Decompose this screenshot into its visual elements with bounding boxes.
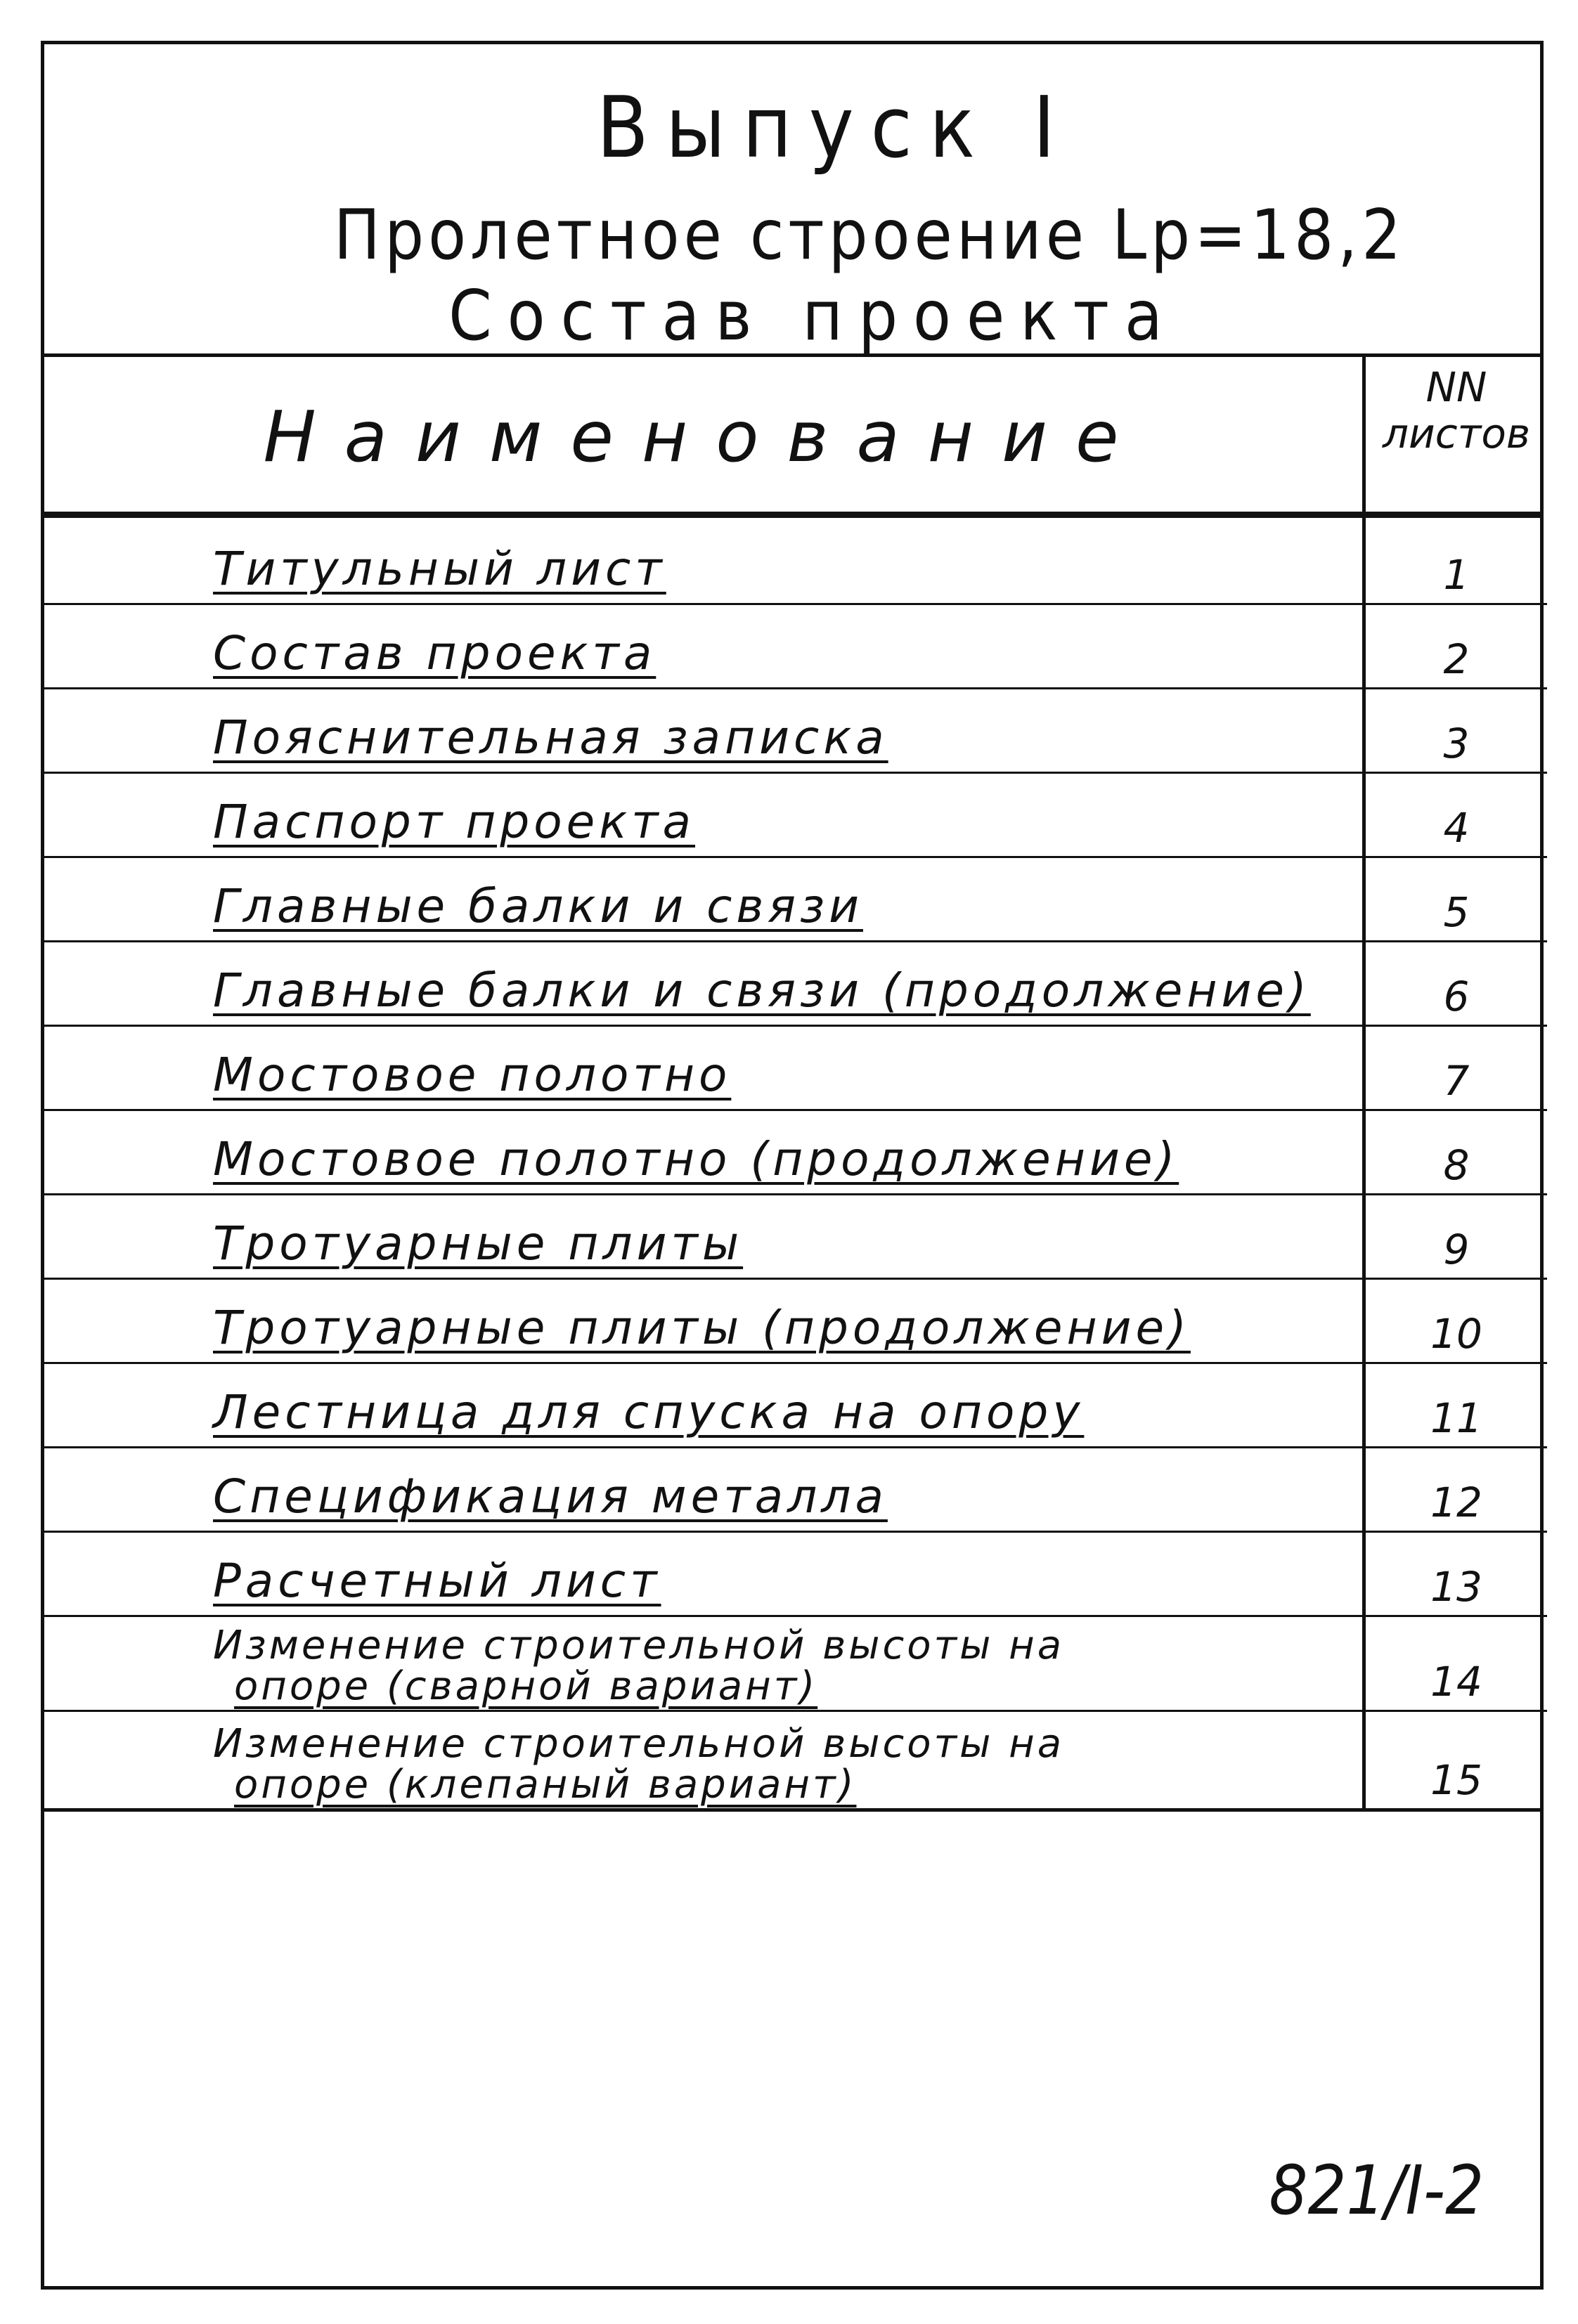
column-header-sheets xyxy=(1366,364,1547,457)
sheet-name-line: Лестница для спуска на опору xyxy=(213,1385,1085,1439)
sheet-name xyxy=(213,710,888,765)
sheet-number: 7 xyxy=(1443,1057,1470,1105)
table-row xyxy=(44,1109,1540,1193)
sheet-name xyxy=(213,1132,1179,1186)
table-row xyxy=(44,687,1540,772)
sheet-name-line: Изменение строительной высоты на xyxy=(213,1721,1065,1767)
sheet-name xyxy=(213,795,695,849)
table-row xyxy=(44,1362,1540,1446)
sheet-name xyxy=(213,1216,743,1271)
table-row xyxy=(44,1025,1540,1109)
table-row xyxy=(44,1531,1540,1615)
table-row xyxy=(44,1193,1540,1278)
sheet-number: 15 xyxy=(1430,1756,1482,1804)
sheet-name-line: Тротуарные плиты xyxy=(213,1216,744,1271)
sheet-name-line: Главные балки и связи xyxy=(213,879,863,933)
table-bottom-line xyxy=(44,1808,1540,1812)
sheet-number: 12 xyxy=(1430,1479,1482,1526)
sheet-number: 5 xyxy=(1443,888,1470,936)
sheet-name-line: Состав проекта xyxy=(213,626,657,680)
sheet-name-line: Пояснительная записка xyxy=(213,710,888,765)
sheet-name xyxy=(213,1048,731,1102)
table-header-divider xyxy=(44,512,1540,518)
sheet-number: 3 xyxy=(1443,720,1470,767)
table-row xyxy=(44,1615,1540,1710)
column-header-name: Наименование xyxy=(263,396,1147,478)
sheet-name xyxy=(213,626,656,680)
sheet-name-line: Паспорт проекта xyxy=(213,795,695,849)
table-row xyxy=(44,856,1540,940)
sheet-number: 9 xyxy=(1443,1226,1470,1273)
sheet-name-line: Мостовое полотно xyxy=(213,1048,732,1102)
table-row xyxy=(44,603,1540,687)
header-divider xyxy=(44,353,1540,357)
sheet-name xyxy=(213,963,1311,1018)
sheet-name-line: Изменение строительной высоты на xyxy=(213,1623,1065,1668)
sheet-number: 4 xyxy=(1443,804,1470,852)
sheet-name-line: Расчетный лист xyxy=(213,1554,661,1608)
sheet-number: 14 xyxy=(1430,1658,1482,1706)
project-composition-title: Состав проекта xyxy=(448,276,1178,356)
column-header-sheets-label: листов xyxy=(1382,410,1531,457)
sheet-number: 13 xyxy=(1430,1563,1482,1611)
sheet-name xyxy=(213,1554,661,1608)
sheet-number: 6 xyxy=(1443,973,1470,1020)
drawing-frame xyxy=(41,41,1544,2290)
column-header-nn: NN xyxy=(1425,363,1487,411)
sheet-name-line: опоре (сварной вариант) xyxy=(234,1663,818,1709)
table-row xyxy=(44,940,1540,1025)
sheet-number: 2 xyxy=(1443,635,1470,683)
sheet-number: 10 xyxy=(1430,1310,1482,1358)
sheet-name-line: Спецификация металла xyxy=(213,1469,888,1524)
issue-title: Выпуск I xyxy=(596,79,1073,177)
table-row xyxy=(44,1710,1540,1808)
sheet-name-line: Мостовое полотно (продолжение) xyxy=(213,1132,1179,1186)
sheet-name-line: Титульный лист xyxy=(213,542,666,596)
sheet-name-line: опоре (клепаный вариант) xyxy=(234,1762,857,1807)
sheet-number: 8 xyxy=(1443,1141,1470,1189)
table-row xyxy=(44,519,1540,603)
table-row xyxy=(44,1446,1540,1531)
sheet-name xyxy=(213,1469,888,1524)
sheet-name xyxy=(213,879,863,933)
sheet-name xyxy=(213,1301,1191,1355)
sheet-number: 11 xyxy=(1430,1394,1482,1442)
sheet-name xyxy=(213,1625,1064,1707)
document-code: 821/I-2 xyxy=(1269,2151,1484,2230)
sheet-name-line: Тротуарные плиты (продолжение) xyxy=(213,1301,1191,1355)
sheet-number: 1 xyxy=(1443,551,1470,599)
table-row xyxy=(44,772,1540,856)
sheet-name xyxy=(213,542,666,596)
sheet-name xyxy=(213,1385,1084,1439)
table-row xyxy=(44,1278,1540,1362)
sheet-name-line: Главные балки и связи (продолжение) xyxy=(213,963,1311,1018)
title-block xyxy=(44,44,1540,357)
span-title: Пролетное строение Lp=18,2 xyxy=(333,195,1406,275)
sheet-name xyxy=(213,1721,1065,1807)
